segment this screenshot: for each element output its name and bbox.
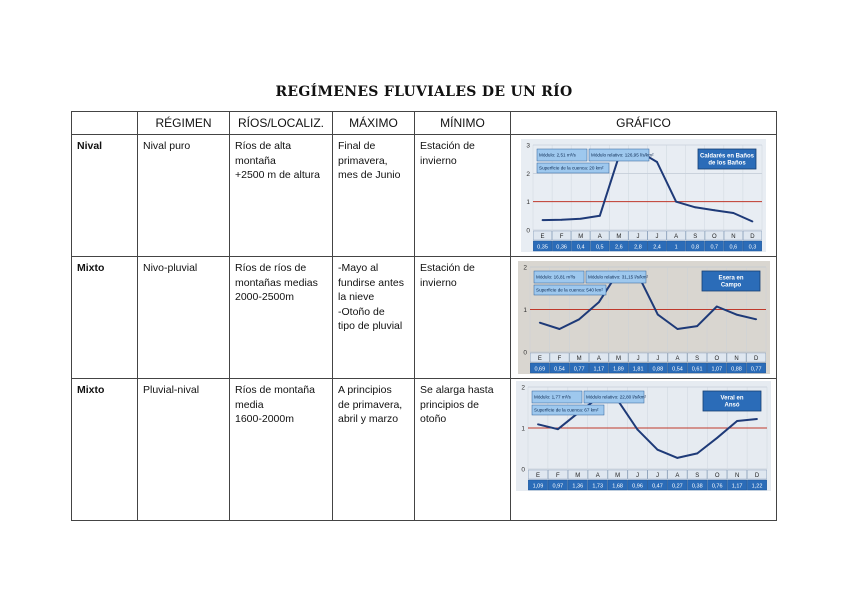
station-title: Veral en Ansó (720, 395, 744, 409)
data-label: 0,27 (672, 483, 683, 490)
month-label: A (675, 473, 680, 479)
data-point (732, 212, 734, 214)
header-grafico: GRÁFICO (511, 112, 777, 135)
data-label: 0,36 (556, 244, 567, 251)
chart-cell (511, 135, 777, 257)
data-point (756, 418, 758, 420)
month-label: E (535, 473, 540, 479)
data-point (676, 328, 678, 330)
text-line: -Mayo al (338, 262, 379, 274)
month-label: E (537, 356, 542, 362)
data-point (557, 428, 559, 430)
text-line: tipo de pluvial (338, 320, 403, 332)
data-label: 0,76 (711, 483, 723, 490)
chart-cell (511, 379, 777, 521)
month-label: A (595, 473, 600, 479)
data-point (561, 219, 563, 221)
maximo-cell (333, 135, 415, 257)
text-line: fundirse antes (338, 276, 404, 289)
header-regimen: RÉGIMEN (138, 112, 230, 135)
data-point (558, 328, 560, 330)
regimen-cell: Pluvial-nival (138, 379, 230, 521)
month-label: J (655, 234, 659, 240)
info-superficie: Superficie de la cuenca: 540 km² (535, 287, 603, 293)
data-point (752, 221, 754, 223)
data-label: 1,22 (751, 483, 763, 490)
data-label: 0,8 (691, 244, 700, 251)
table-row (72, 135, 777, 257)
month-label: S (694, 356, 699, 362)
data-point (538, 322, 540, 324)
table-row (72, 257, 777, 379)
hydrograph-chart (521, 139, 766, 252)
data-point (578, 318, 580, 320)
regimes-table (71, 111, 777, 521)
text-line: media (235, 398, 264, 411)
minimo-cell (415, 257, 511, 379)
text-line: A principios (338, 384, 392, 396)
data-label: 0,88 (730, 366, 742, 373)
hydrograph-chart (516, 381, 771, 491)
data-label: 0,6 (729, 244, 738, 251)
month-label: O (714, 473, 720, 479)
minimo-cell (415, 135, 511, 257)
month-label: J (636, 356, 640, 362)
data-label: 0,7 (710, 244, 719, 251)
text-line: invierno (420, 154, 457, 167)
month-label: O (713, 356, 719, 362)
table-header-row (72, 112, 777, 135)
data-point (675, 201, 677, 203)
data-point (716, 437, 718, 439)
station-title: Caldarés en Baños de los Baños (699, 153, 755, 167)
type-cell: Mixto (72, 379, 138, 521)
month-label: S (693, 234, 698, 240)
month-label: S (695, 473, 700, 479)
text-line: abril y marzo (338, 413, 399, 425)
data-point (735, 314, 737, 316)
y-tick-label: 3 (526, 142, 530, 150)
text-line: 2000-2500m (235, 291, 294, 303)
text-line: Ríos de alta (235, 140, 292, 152)
y-tick-label: 1 (526, 199, 530, 207)
header-minimo: MÍNIMO (415, 112, 511, 135)
data-label: 0,4 (576, 244, 585, 251)
text-line: montaña (235, 154, 276, 167)
data-point (715, 306, 717, 308)
text-line: de primavera, (338, 398, 403, 411)
info-modulo: Módulo: 1,77 m³/s (534, 394, 571, 400)
data-label: 0,97 (552, 483, 564, 490)
data-label: 2,8 (634, 244, 642, 251)
y-tick-label: 1 (522, 307, 527, 314)
data-point (637, 429, 639, 431)
y-tick-label: 2 (522, 264, 527, 272)
month-label: D (754, 473, 760, 479)
data-label: 0,54 (553, 366, 565, 373)
type-cell: Mixto (72, 257, 138, 379)
text-line: invierno (420, 276, 457, 289)
text-line: +2500 m de altura (235, 169, 320, 181)
month-label: M (615, 356, 621, 362)
month-label: O (711, 234, 717, 240)
text-line: montañas medias (235, 276, 318, 289)
month-label: E (540, 234, 545, 240)
month-label: J (655, 356, 659, 362)
y-tick-label: 0 (521, 466, 525, 474)
data-point (597, 301, 599, 303)
data-label: 0,38 (691, 483, 703, 490)
data-label: 1,89 (612, 366, 624, 373)
data-point (599, 215, 601, 217)
data-label: 1 (674, 244, 678, 251)
text-line: Estación de (420, 262, 475, 274)
month-label: N (734, 473, 740, 479)
month-label: M (615, 473, 621, 479)
rios-cell (230, 135, 333, 257)
data-point (656, 161, 658, 163)
month-label: M (575, 473, 581, 479)
document-title: REGÍMENES FLUVIALES DE UN RÍO (275, 84, 573, 100)
month-label: N (731, 234, 736, 240)
minimo-cell (415, 379, 511, 521)
y-tick-label: 1 (521, 425, 525, 433)
month-label: D (750, 234, 755, 240)
header-type (72, 112, 138, 135)
month-label: M (576, 356, 582, 362)
month-label: J (636, 234, 640, 240)
info-modulo: Módulo: 2,51 m³/s (539, 152, 576, 158)
month-label: A (674, 356, 680, 362)
data-point (657, 449, 659, 451)
data-label: 1,17 (592, 366, 604, 373)
data-label: 0,77 (750, 366, 762, 373)
month-label: J (655, 473, 659, 479)
type-cell: Nival (72, 135, 138, 257)
data-point (580, 218, 582, 220)
data-label: 2,6 (615, 244, 623, 251)
data-label: 0,5 (595, 244, 604, 251)
info-superficie: Superficie de la cuenca: 67 km² (534, 407, 599, 413)
data-point (656, 314, 658, 316)
month-label: J (636, 473, 640, 479)
data-label: 0,69 (533, 366, 545, 373)
data-point (755, 318, 757, 320)
text-line: -Otoño de (338, 305, 385, 318)
info-superficie: Superficie de la cuenca: 20 km² (539, 165, 604, 171)
data-point (694, 206, 696, 208)
maximo-cell (333, 257, 415, 379)
text-line: Ríos de montaña (235, 384, 315, 396)
station-title: Esera en Campo (717, 275, 744, 289)
text-line: Final de (338, 140, 376, 152)
data-point (713, 209, 715, 211)
month-label: A (674, 234, 679, 240)
header-maximo: MÁXIMO (333, 112, 415, 135)
regimen-cell: Nival puro (138, 135, 230, 257)
header-rios: RÍOS/LOCALIZ. (230, 112, 333, 135)
text-line: Ríos de ríos de (235, 262, 307, 274)
month-label: N (733, 356, 739, 362)
text-line: mes de Junio (338, 169, 401, 181)
data-label: 1,73 (592, 483, 604, 490)
hydrograph-chart (518, 261, 770, 374)
table-row (72, 379, 777, 521)
text-line: otoño (420, 413, 447, 425)
info-modulo-relativo: Módulo relativo: 31,15 l/s/km² (587, 274, 648, 280)
data-label: 0,35 (537, 244, 548, 251)
info-modulo-relativo: Módulo relativo: 126,95 l/s/km² (591, 152, 654, 158)
text-line: Estación de (420, 140, 475, 152)
data-label: 0,88 (651, 366, 663, 373)
info-modulo: Módulo: 16,81 m³/s (535, 274, 575, 280)
data-label: 0,96 (632, 483, 643, 490)
text-line: Se alarga hasta (420, 384, 494, 396)
text-line: la nieve (338, 291, 375, 303)
data-point (696, 325, 698, 327)
month-label: M (616, 234, 622, 240)
data-label: 0,61 (691, 366, 703, 373)
data-point (542, 219, 544, 221)
data-label: 1,68 (612, 483, 623, 490)
y-tick-label: 0 (522, 349, 527, 357)
rios-cell (230, 379, 333, 521)
data-point (696, 453, 698, 455)
y-tick-label: 2 (521, 384, 525, 392)
data-label: 1,36 (572, 483, 584, 490)
month-label: A (596, 356, 601, 362)
y-tick-label: 2 (526, 170, 530, 178)
month-label: F (556, 473, 560, 479)
month-label: M (578, 234, 584, 240)
month-label: D (753, 356, 758, 362)
text-line: 1600-2000m (235, 413, 294, 425)
month-label: F (557, 356, 561, 362)
data-label: 0,3 (748, 244, 757, 251)
y-tick-label: 0 (526, 227, 530, 235)
month-label: F (559, 234, 564, 240)
data-point (736, 420, 738, 422)
regimen-cell: Nivo-pluvial (138, 257, 230, 379)
data-label: 2,4 (653, 244, 661, 251)
data-label: 0,47 (652, 483, 663, 490)
data-label: 1,81 (632, 366, 644, 373)
rios-cell (230, 257, 333, 379)
data-point (676, 457, 678, 459)
data-label: 1,17 (731, 483, 743, 490)
text-line: primavera, (338, 154, 388, 167)
info-modulo-relativo: Módulo relativo: 22,80 l/s/km² (586, 394, 646, 400)
data-label: 0,54 (671, 366, 683, 373)
maximo-cell (333, 379, 415, 521)
data-point (537, 423, 539, 425)
chart-cell (511, 257, 777, 379)
data-label: 1,09 (532, 483, 544, 490)
data-label: 0,77 (573, 366, 585, 373)
data-label: 1,07 (710, 366, 722, 373)
text-line: principios de (420, 398, 479, 411)
month-label: A (597, 234, 602, 240)
